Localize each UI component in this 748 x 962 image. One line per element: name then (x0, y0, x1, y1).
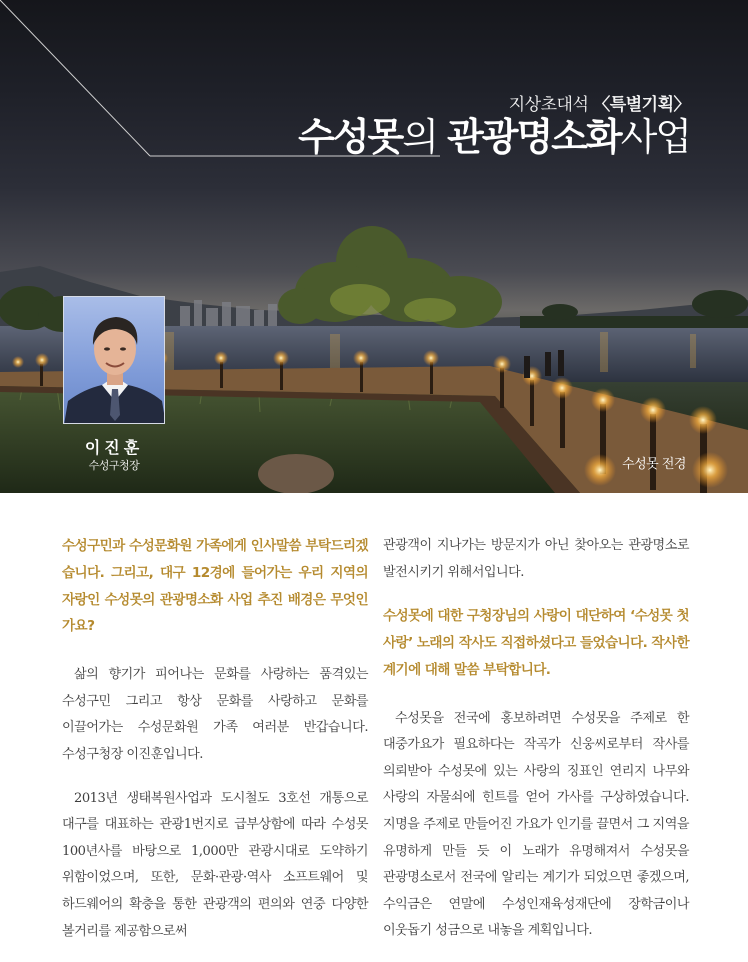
question-1: 수성구민과 수성문화원 가족에게 인사말씀 부탁드리겠습니다. 그리고, 대구 12경에 들어가는 우리 지역의 자랑인 수성못의 관광명소화 사업 추진 배경은 무엇인가요? (62, 538, 368, 635)
interviewee-title: 수성구청장 (88, 459, 140, 472)
title-part-1: 수성못 (298, 115, 403, 159)
series-tag: 〈특별기획〉 (593, 95, 690, 115)
question-2: 수성못에 대한 구청장님의 사랑이 대단하여 ‘수성못 첫사랑’ 노래의 작사도 직접하셨다고 들었습니다. 작사한 계기에 대해 말씀 부탁합니다. (383, 608, 689, 678)
article-column-left (62, 533, 368, 962)
answer-1-paragraph-2: 2013년 생태복원사업과 도시철도 3호선 개통으로 대구를 대표하는 관광1번지로 급부상함에 따라 수성못 100년사를 바탕으로 1,000만 관광시대로 도약하기 위함이었으며, 또한, 문화·관광·역사 소프트웨어 및 하드웨어의 확충을 통한 관광객의 편의와 연중 다양한 볼거리를 제공함으로써 (62, 790, 368, 939)
interviewee-name: 이진훈 (84, 438, 144, 457)
article-column-right (383, 533, 689, 962)
photo-caption: 수성못 전경 (622, 457, 686, 472)
series-label: 지상초대석 (508, 95, 589, 115)
interviewee-portrait (63, 296, 165, 424)
answer-1-paragraph-1: 삶의 향기가 피어나는 문화를 사랑하는 품격있는 수성구민 그리고 항상 문화를 사랑하고 문화를 이끌어가는 수성문화원 가족 여러분 반갑습니다. 수성구청장 이진훈입니다. (62, 667, 368, 762)
title-part-4: 사업 (620, 115, 690, 159)
answer-2: 수성못을 전국에 홍보하려면 수성못을 주제로 한 대중가요가 필요하다는 작곡가 신웅씨로부터 작사를 의뢰받아 수성못에 있는 사랑의 징표인 연리지 나무와 사랑의 자물쇠에 힌트를 얻어 가사를 구상하였습니다. 지명을 주제로 만들어진 가요가 인기를 끌면서 그 지역을 유명하게 만들 듯 이 노래가 유명해져서 수성못을 관광명소로서 전국에 알리는 계기가 되었으면 좋겠으며, 수익금은 연말에 수성인재육성재단에 장학금이나 이웃돕기 성금으로 내놓을 계획입니다. (383, 710, 689, 939)
page-title (298, 114, 690, 160)
title-part-2: 의 (402, 115, 448, 159)
section-subtitle (509, 90, 690, 115)
title-part-3: 관광명소화 (447, 115, 621, 159)
answer-1-paragraph-3: 관광객이 지나가는 방문지가 아닌 찾아오는 관광명소로 발전시키기 위해서입니다. (383, 538, 689, 580)
portrait-illustration (64, 297, 165, 424)
